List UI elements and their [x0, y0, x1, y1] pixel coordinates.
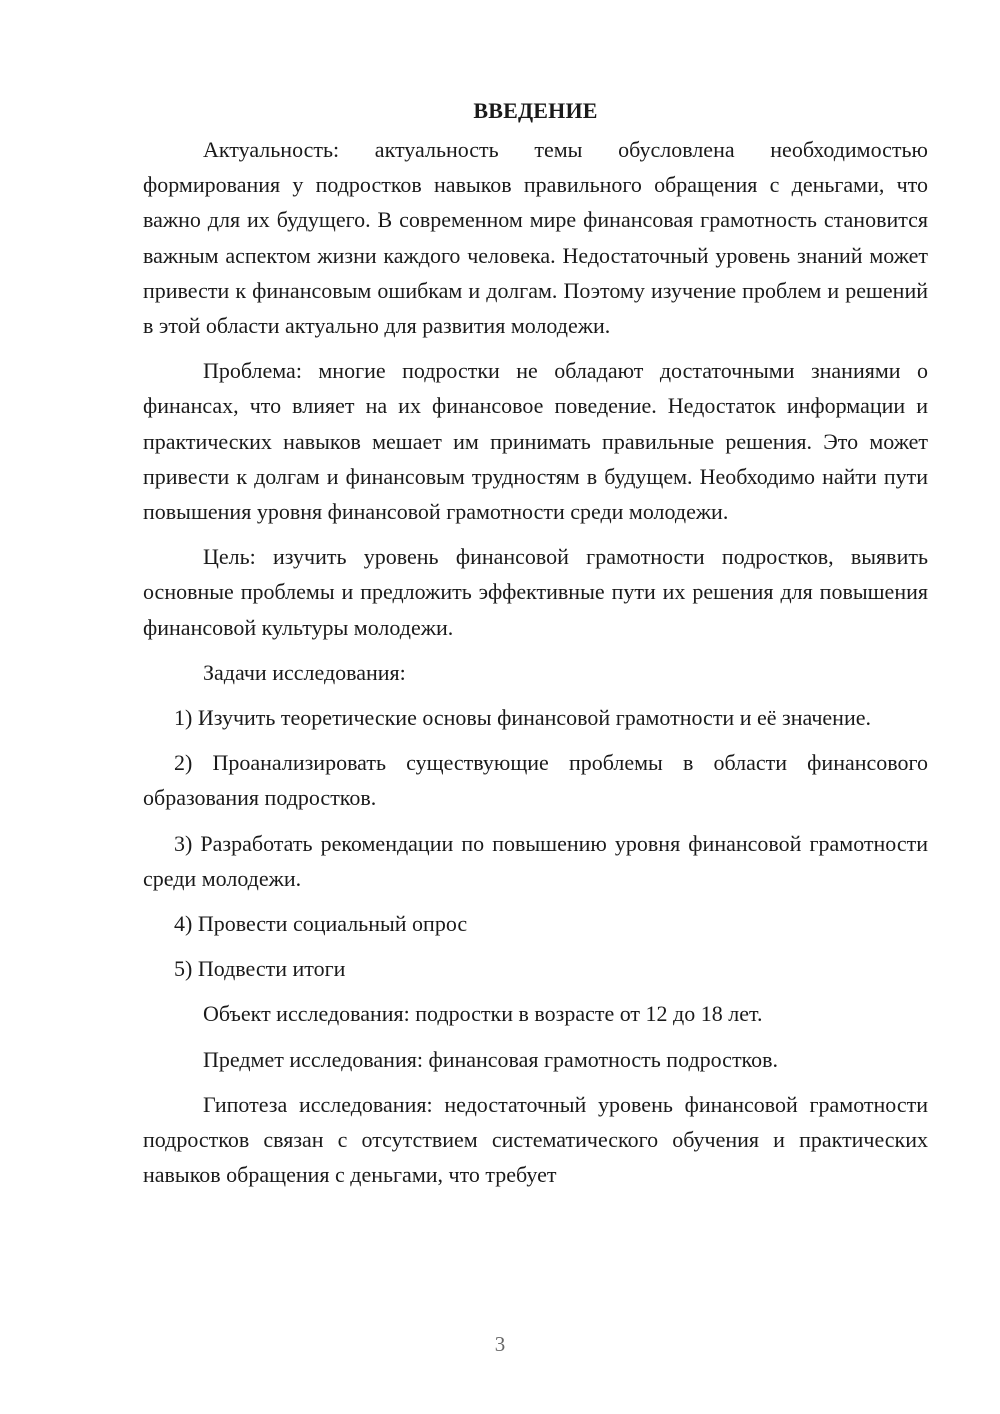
task-item: 2) Проанализировать существующие проблемы в области финансового образования подростков. [143, 750, 928, 811]
task-item: 3) Разработать рекомендации по повышению уровня финансовой грамотности среди молодежи. [143, 830, 928, 891]
document-page [143, 93, 928, 1202]
paragraph-relevance: Актуальность: актуальность темы обусловлена необходимостью формирования у подростков навыков правильного обращения с деньгами, что важно для их будущего. В современном мире финансовая грамотность становится важным аспектом жизни каждого человека. Недостаточный уровень знаний может привести к финансовым ошибкам и долгам. Поэтому изучение проблем и решений в этой области актуально для развития молодежи. [143, 137, 928, 339]
task-item: 1) Изучить теоретические основы финансовой грамотности и её значение. [174, 705, 871, 731]
paragraph-hypothesis: Гипотеза исследования: недостаточный уровень финансовой грамотности подростков связан с отсутствием систематического обучения и практических навыков обращения с деньгами, что требует [143, 1091, 928, 1188]
paragraph-subject: Предмет исследования: финансовая грамотность подростков. [203, 1046, 779, 1072]
task-item: 5) Подвести итоги [174, 956, 346, 982]
page-number: 3 [494, 1332, 506, 1356]
tasks-title: Задачи исследования: [203, 659, 406, 685]
task-item: 4) Провести социальный опрос [174, 911, 468, 937]
paragraph-problem: Проблема: многие подростки не обладают достаточными знаниями о финансах, что влияет на их финансовое поведение. Недостаток информации и практических навыков мешает им принимать правильные решения. Это может привести к долгам и финансовым трудностям в будущем. Необходимо найти пути повышения уровня финансовой грамотности среди молодежи. [143, 358, 928, 525]
paragraph-object: Объект исследования: подростки в возрасте от 12 до 18 лет. [203, 1001, 763, 1027]
section-heading: ВВЕДЕНИЕ [473, 98, 598, 123]
paragraph-goal: Цель: изучить уровень финансовой грамотности подростков, выявить основные проблемы и предложить эффективные пути их решения для повышения финансовой культуры молодежи. [143, 544, 928, 640]
